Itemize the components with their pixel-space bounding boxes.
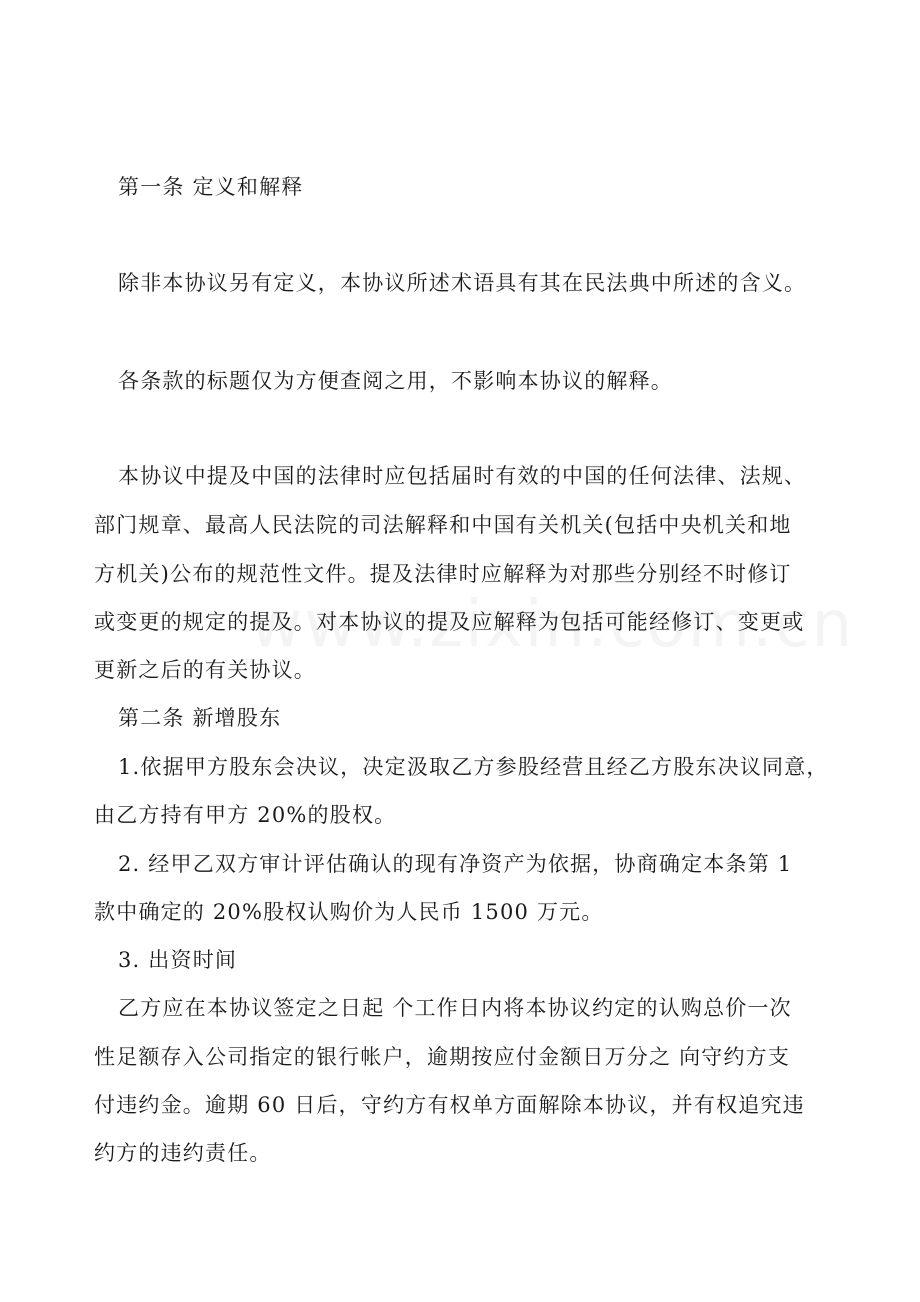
article-2-item-1-line-2: 由乙方持有甲方 20%的股权。	[94, 803, 397, 827]
article-2-item-2-line-1: 2. 经甲乙双方审计评估确认的现有净资产为依据，协商确定本条第 1	[118, 852, 793, 876]
article-1-paragraph-3-line-5: 更新之后的有关协议。	[94, 658, 316, 682]
article-1-paragraph-3-line-1: 本协议中提及中国的法律时应包括届时有效的中国的任何法律、法规、	[118, 464, 807, 488]
article-2-item-3-line-1: 乙方应在本协议签定之日起 个工作日内将本协议约定的认购总价一次	[118, 996, 792, 1020]
article-2-item-1-line-1: 1.依据甲方股东会决议，决定汲取乙方参股经营且经乙方股东决议同意，	[118, 755, 829, 779]
article-2-heading: 第二条 新增股东	[118, 706, 282, 730]
article-2-item-3-line-3: 付违约金。逾期 60 日后，守约方有权单方面解除本协议，并有权追究违	[94, 1093, 805, 1117]
article-1-paragraph-3-line-2: 部门规章、最高人民法院的司法解释和中国有关机关(包括中央机关和地	[94, 513, 792, 537]
article-1-paragraph-3-line-3: 方机关)公布的规范性文件。提及法律时应解释为对那些分别经不时修订	[94, 562, 792, 586]
article-2-item-3-line-2: 性足额存入公司指定的银行帐户，逾期按应付金额日万分之 向守约方支	[94, 1045, 791, 1069]
article-1-paragraph-3-line-4: 或变更的规定的提及。对本协议的提及应解释为包括可能经修订、变更或	[94, 610, 805, 634]
article-1-paragraph-2: 各条款的标题仅为方便查阅之用，不影响本协议的解释。	[118, 369, 673, 393]
article-2-item-3-line-4: 约方的违约责任。	[94, 1141, 272, 1165]
article-2-item-3-heading: 3. 出资时间	[118, 948, 238, 972]
article-1-paragraph-1: 除非本协议另有定义，本协议所述术语具有其在民法典中所述的含义。	[118, 271, 807, 295]
article-2-item-2-line-2: 款中确定的 20%股权认购价为人民币 1500 万元。	[94, 900, 604, 924]
article-1-heading: 第一条 定义和解释	[118, 175, 304, 199]
